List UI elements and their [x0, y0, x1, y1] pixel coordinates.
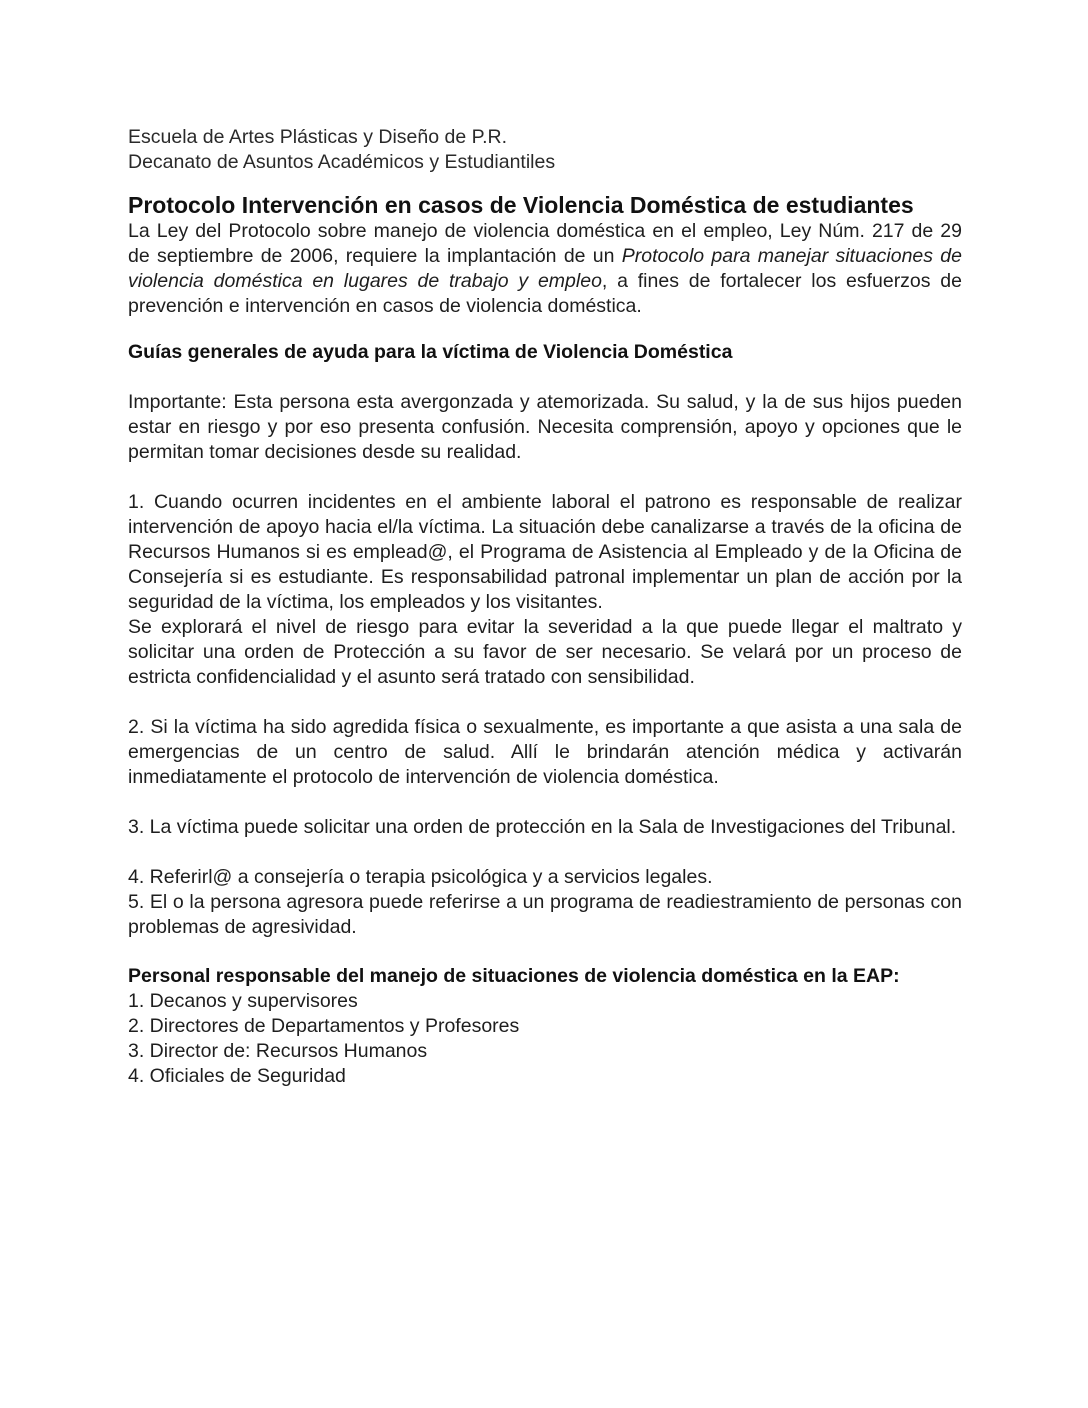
guide-item-2: 2. Si la víctima ha sido agredida física o sexualmente, es importante a que asista a una sala de emergencias de un centro de salud. Allí le brindarán atención médica y activarán inmediatamente el protocolo de intervención de violencia doméstica. — [128, 716, 962, 788]
intro-text-1: La Ley del Protocolo sobre manejo de violencia doméstica en el empleo, Ley Núm. 217 de 29 de septiembre de 2006, requiere la implantación de un — [128, 220, 962, 267]
list-item: 2. Directores de Departamentos y Profesores — [128, 1015, 520, 1037]
guide-item-3: 3. La víctima puede solicitar una orden de protección en la Sala de Investigaciones del Tribunal. — [128, 816, 957, 838]
intro-italic-text: Protocolo para manejar situaciones de violencia doméstica en lugares de trabajo y empleo — [128, 245, 962, 292]
list-item: 4. Oficiales de Seguridad — [128, 1065, 346, 1087]
guide-item-4: 4. Referirl@ a consejería o terapia psicológica y a servicios legales. — [128, 866, 713, 888]
document-title: Protocolo Intervención en casos de Violencia Doméstica de estudiantes — [128, 192, 914, 218]
intro-text-2: , a fines de fortalecer los esfuerzos de prevención e intervención en casos de violencia doméstica. — [128, 270, 963, 317]
institution-name: Escuela de Artes Plásticas y Diseño de P.R. — [128, 126, 508, 148]
guide-item-1-continued: Se explorará el nivel de riesgo para evitar la severidad a la que puede llegar el maltrato y solicitar una orden de Protección a su favor de ser necesario. Se velará por un proceso de estricta confidencialidad y el asunto será tratado con sensibilidad. — [128, 616, 962, 688]
guide-item-5: 5. El o la persona agresora puede referirse a un programa de readiestramiento de personas con problemas de agresividad. — [128, 891, 962, 938]
department-name: Decanato de Asuntos Académicos y Estudiantiles — [128, 151, 556, 173]
list-item: 3. Director de: Recursos Humanos — [128, 1040, 428, 1062]
list-item: 1. Decanos y supervisores — [128, 990, 358, 1012]
guides-heading: Guías generales de ayuda para la víctima de Violencia Doméstica — [128, 341, 733, 363]
important-paragraph: Importante: Esta persona esta avergonzada y atemorizada. Su salud, y la de sus hijos pueden estar en riesgo y por eso presenta confusión. Necesita comprensión, apoyo y opciones que le permitan tomar decisiones desde su realidad. — [128, 391, 962, 463]
personnel-list — [128, 989, 962, 1089]
intro-paragraph — [128, 219, 962, 319]
document-page — [128, 125, 962, 1089]
personnel-heading: Personal responsable del manejo de situaciones de violencia doméstica en la EAP: — [128, 965, 900, 987]
document-header — [128, 125, 962, 175]
guide-item-1: 1. Cuando ocurren incidentes en el ambiente laboral el patrono es responsable de realizar intervención de apoyo hacia el/la víctima. La situación debe canalizarse a través de la oficina de Recursos Humanos si es emplead@, el Programa de Asistencia al Empleado y de la Oficina de Consejería si es estudiante. Es responsabilidad patronal implementar un plan de acción por la seguridad de la víctima, los empleados y los visitantes. — [128, 491, 962, 613]
